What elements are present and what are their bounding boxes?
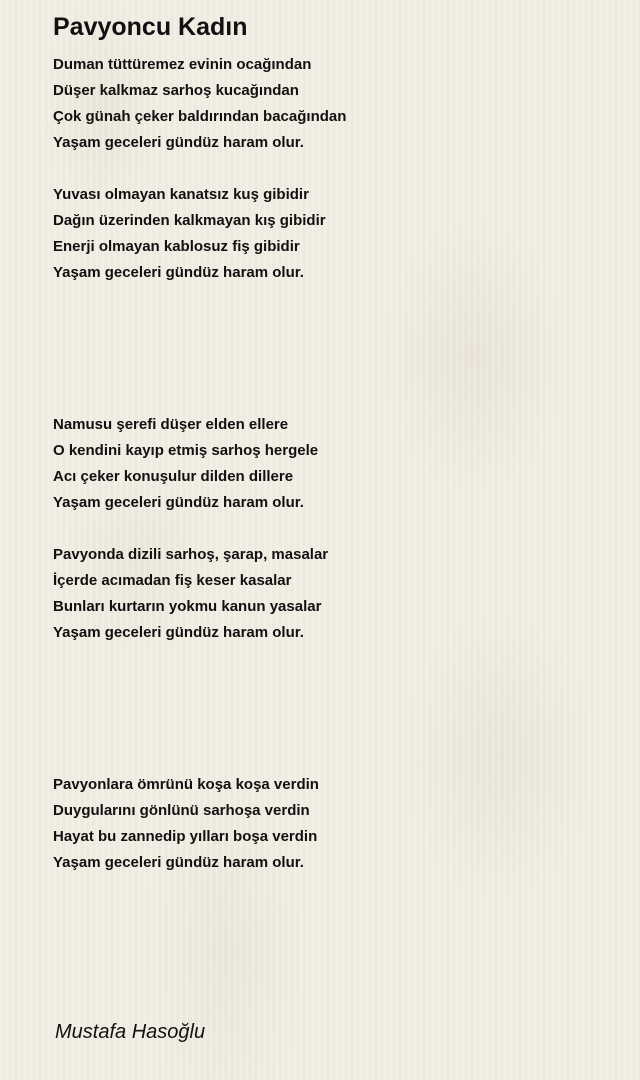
stanza-1 xyxy=(53,52,613,156)
poem-title: Pavyoncu Kadın xyxy=(53,13,248,41)
poem-line: Düşer kalkmaz sarhoş kucağından xyxy=(53,82,299,99)
poem-line: Acı çeker konuşulur dilden dillere xyxy=(53,468,294,485)
poem-line: Bunları kurtarın yokmu kanun yasalar xyxy=(53,598,322,615)
stanza-3 xyxy=(53,412,613,516)
poem-line: Yaşam geceleri gündüz haram olur. xyxy=(53,624,304,641)
poem-author: Mustafa Hasoğlu xyxy=(55,1021,206,1043)
poem-line: Yaşam geceleri gündüz haram olur. xyxy=(53,494,304,511)
poem-line: O kendini kayıp etmiş sarhoş hergele xyxy=(53,442,319,459)
poem-line: Pavyonda dizili sarhoş, şarap, masalar xyxy=(53,546,329,563)
poem-line: Namusu şerefi düşer elden ellere xyxy=(53,416,289,433)
poem-line: Duman tüttüremez evinin ocağından xyxy=(53,56,312,73)
poem-line: İçerde acımadan fiş keser kasalar xyxy=(53,572,292,589)
stanza-5 xyxy=(53,772,613,876)
poem-line: Duygularını gönlünü sarhoşa verdin xyxy=(53,802,310,819)
poem-line: Pavyonlara ömrünü koşa koşa verdin xyxy=(53,776,319,793)
poem-line: Enerji olmayan kablosuz fiş gibidir xyxy=(53,238,300,255)
poem-line: Çok günah çeker baldırından bacağından xyxy=(53,108,347,125)
stanza-4 xyxy=(53,542,613,646)
poem-line: Yaşam geceleri gündüz haram olur. xyxy=(53,264,304,281)
poem-line: Hayat bu zannedip yılları boşa verdin xyxy=(53,828,318,845)
poem-line: Yuvası olmayan kanatsız kuş gibidir xyxy=(53,186,309,203)
stanza-2 xyxy=(53,182,613,286)
poem-line: Yaşam geceleri gündüz haram olur. xyxy=(53,854,304,871)
poem-line: Yaşam geceleri gündüz haram olur. xyxy=(53,134,304,151)
poem-line: Dağın üzerinden kalkmayan kış gibidir xyxy=(53,212,326,229)
